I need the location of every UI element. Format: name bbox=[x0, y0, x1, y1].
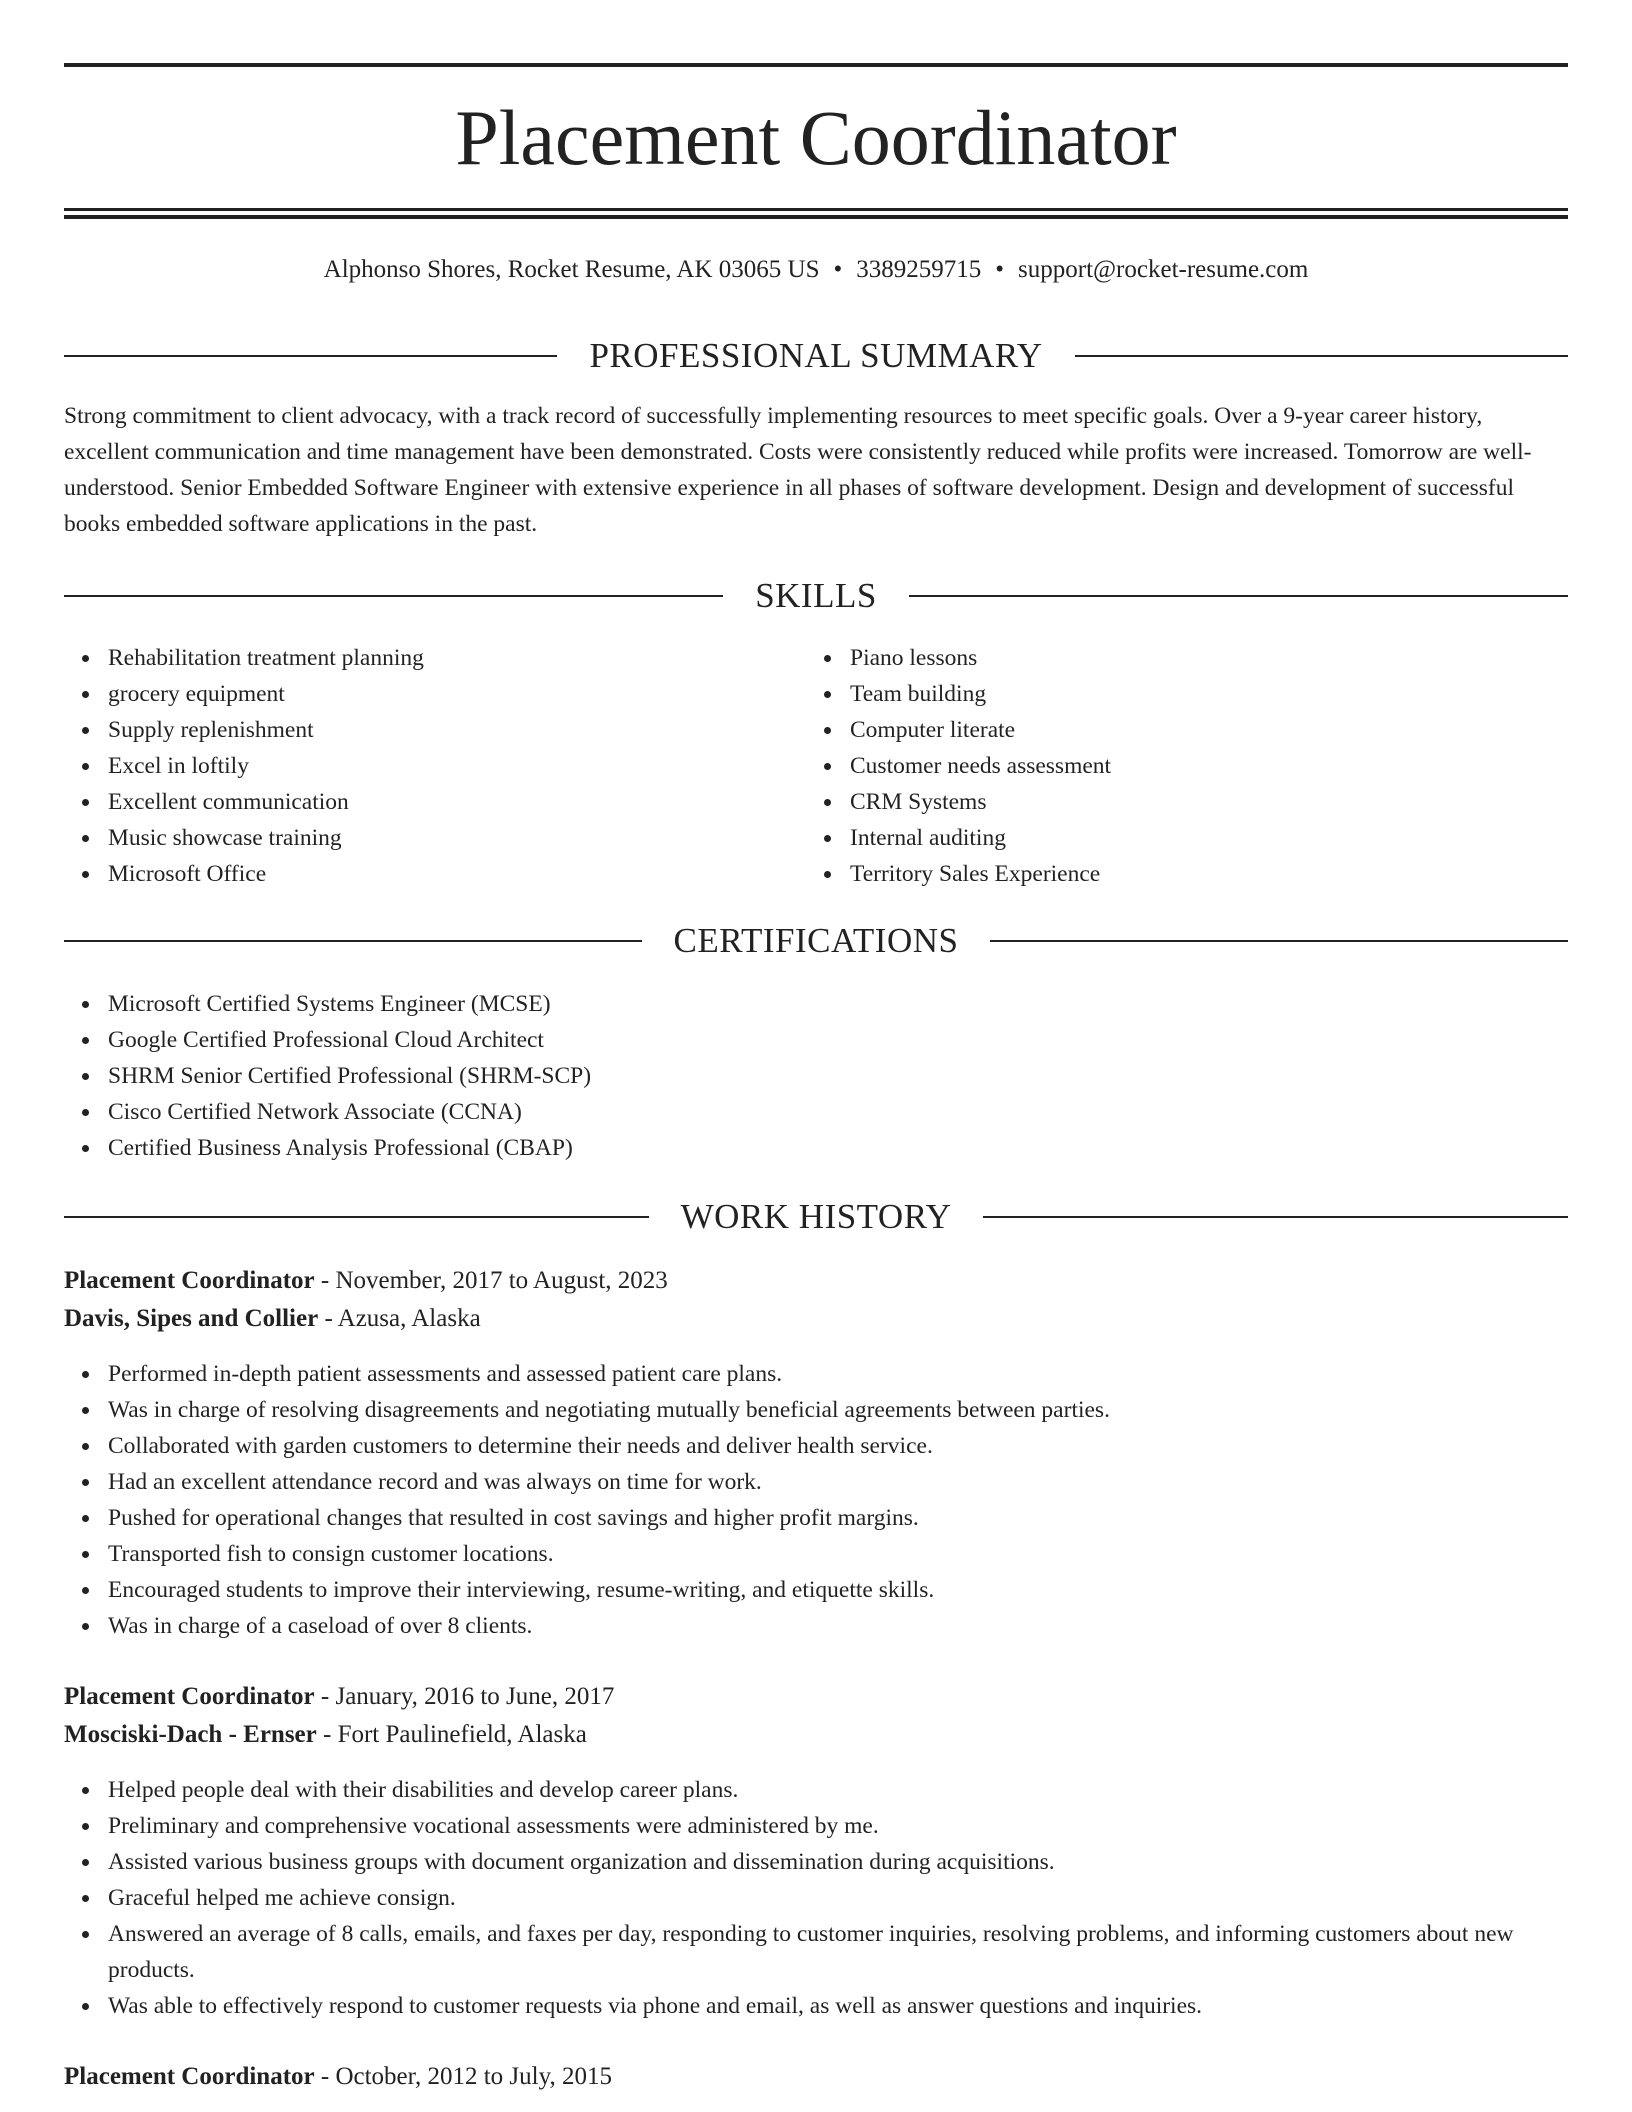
job-role: Placement Coordinator bbox=[64, 2063, 315, 2090]
job-duty-item: Transported fish to consign customer locations. bbox=[108, 1536, 1568, 1572]
skill-item: Excel in loftily bbox=[108, 748, 808, 784]
section-rule-right bbox=[990, 940, 1568, 942]
section-header-certifications bbox=[64, 919, 1568, 963]
job-duty-item: Encouraged students to improve their interviewing, resume-writing, and etiquette skills. bbox=[108, 1572, 1568, 1608]
job-duty-item: Was in charge of resolving disagreements and negotiating mutually beneficial agreements between parties. bbox=[108, 1392, 1568, 1428]
skill-item: Supply replenishment bbox=[108, 712, 808, 748]
job-dates: - November, 2017 to August, 2023 bbox=[314, 1267, 668, 1294]
skill-item: Territory Sales Experience bbox=[850, 856, 1550, 892]
contact-line bbox=[64, 252, 1568, 288]
skill-item: Customer needs assessment bbox=[850, 748, 1550, 784]
job-title-line bbox=[64, 1678, 1568, 1716]
skills-list-right bbox=[806, 640, 1550, 892]
certification-item: Microsoft Certified Systems Engineer (MCSE) bbox=[108, 986, 1568, 1022]
contact-address: Alphonso Shores, Rocket Resume, AK 03065 US bbox=[323, 256, 820, 283]
skill-item: grocery equipment bbox=[108, 676, 808, 712]
skill-item: Computer literate bbox=[850, 712, 1550, 748]
section-rule-left bbox=[64, 355, 557, 357]
section-rule-right bbox=[909, 595, 1568, 597]
section-rule-right bbox=[983, 1216, 1568, 1218]
job-company-line bbox=[64, 1716, 1568, 1754]
skill-item: Team building bbox=[850, 676, 1550, 712]
job-duty-item: Had an excellent attendance record and was always on time for work. bbox=[108, 1464, 1568, 1500]
certifications-list bbox=[64, 986, 1568, 1166]
certification-item: Google Certified Professional Cloud Architect bbox=[108, 1022, 1568, 1058]
skill-item: Microsoft Office bbox=[108, 856, 808, 892]
job-duty-item: Assisted various business groups with document organization and dissemination during acquisitions. bbox=[108, 1844, 1568, 1880]
section-title-skills: SKILLS bbox=[755, 576, 877, 615]
resume-title: Placement Coordinator bbox=[455, 94, 1177, 181]
contact-separator: • bbox=[995, 256, 1005, 283]
skill-item: Rehabilitation treatment planning bbox=[108, 640, 808, 676]
job-company-line bbox=[64, 1300, 1568, 1338]
certification-item: Certified Business Analysis Professional (CBAP) bbox=[108, 1130, 1568, 1166]
job-duty-item: Collaborated with garden customers to determine their needs and deliver health service. bbox=[108, 1428, 1568, 1464]
job-role: Placement Coordinator bbox=[64, 1683, 315, 1710]
job-role: Placement Coordinator bbox=[64, 1267, 315, 1294]
section-rule-left bbox=[64, 595, 723, 597]
job-duty-item: Performed in-depth patient assessments and assessed patient care plans. bbox=[108, 1356, 1568, 1392]
skill-item: Piano lessons bbox=[850, 640, 1550, 676]
contact-separator: • bbox=[833, 256, 843, 283]
job-location: - Azusa, Alaska bbox=[318, 1305, 481, 1332]
section-rule-left bbox=[64, 1216, 649, 1218]
section-title-work-history: WORK HISTORY bbox=[680, 1197, 952, 1236]
certification-item: Cisco Certified Network Associate (CCNA) bbox=[108, 1094, 1568, 1130]
job-duty-item: Was in charge of a caseload of over 8 clients. bbox=[108, 1608, 1568, 1644]
job-title-line bbox=[64, 2058, 1568, 2096]
section-rule-right bbox=[1075, 355, 1568, 357]
job-company: Davis, Sipes and Collier bbox=[64, 1305, 319, 1332]
job-duties-list bbox=[64, 1356, 1568, 1644]
job-duty-item: Was able to effectively respond to customer requests via phone and email, as well as answer questions and inquiries. bbox=[108, 1988, 1568, 2024]
job-company: Mosciski-Dach - Ernser bbox=[64, 1721, 317, 1748]
job-dates: - October, 2012 to July, 2015 bbox=[314, 2063, 612, 2090]
job-duty-item: Preliminary and comprehensive vocational assessments were administered by me. bbox=[108, 1808, 1568, 1844]
skill-item: Excellent communication bbox=[108, 784, 808, 820]
job-duty-item: Pushed for operational changes that resulted in cost savings and higher profit margins. bbox=[108, 1500, 1568, 1536]
section-title-summary: PROFESSIONAL SUMMARY bbox=[589, 336, 1043, 375]
certification-item: SHRM Senior Certified Professional (SHRM-SCP) bbox=[108, 1058, 1568, 1094]
skill-item: Music showcase training bbox=[108, 820, 808, 856]
header-double-rule bbox=[64, 208, 1568, 219]
job-title-line bbox=[64, 1262, 1568, 1300]
job-duty-item: Helped people deal with their disabilities and develop career plans. bbox=[108, 1772, 1568, 1808]
header-top-rule bbox=[64, 63, 1568, 67]
contact-email: support@rocket-resume.com bbox=[1018, 256, 1309, 283]
job-dates: - January, 2016 to June, 2017 bbox=[314, 1683, 615, 1710]
skill-item: CRM Systems bbox=[850, 784, 1550, 820]
section-header-skills bbox=[64, 574, 1568, 618]
section-title-certifications: CERTIFICATIONS bbox=[673, 921, 959, 960]
section-header-summary bbox=[64, 334, 1568, 378]
skills-list-left bbox=[64, 640, 808, 892]
job-location: - Fort Paulinefield, Alaska bbox=[316, 1721, 587, 1748]
section-rule-left bbox=[64, 940, 642, 942]
summary-text: Strong commitment to client advocacy, with a track record of successfully implementing resources to meet specific goals. Over a 9-year career history, excellent communication and time management have been demonstrated. Costs were consistently reduced while profits were increased. Tomorrow are well-understood. Senior Embedded Software Engineer with extensive experience in all phases of software development. Design and development of successful books embedded software applications in the past. bbox=[64, 403, 1532, 537]
job-duties-list bbox=[64, 1772, 1568, 2024]
job-duty-item: Graceful helped me achieve consign. bbox=[108, 1880, 1568, 1916]
job-duty-item: Answered an average of 8 calls, emails, and faxes per day, responding to customer inquiries, resolving problems, and informing customers about new products. bbox=[108, 1916, 1568, 1988]
contact-phone: 3389259715 bbox=[856, 256, 982, 283]
skill-item: Internal auditing bbox=[850, 820, 1550, 856]
section-header-work-history bbox=[64, 1195, 1568, 1239]
